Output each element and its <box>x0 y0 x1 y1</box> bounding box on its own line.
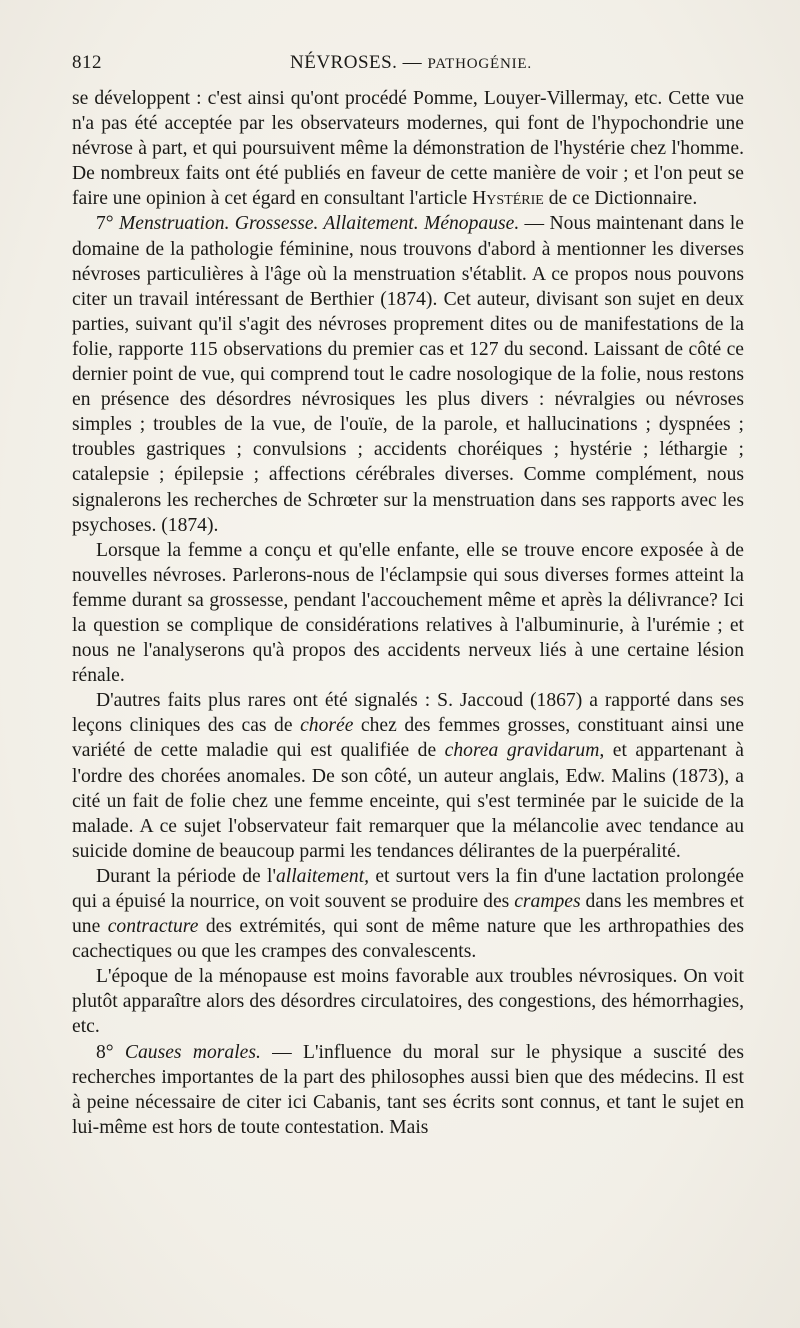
running-title-main: NÉVROSES. — <box>290 52 428 73</box>
text-run: se développent : c'est ainsi qu'ont procédé Pomme, Louyer-Villermay, etc. Cette vue n'a pas été acceptée par les observateurs modernes, qui font de l'hypochondrie une névrose à part, et qui poursuivent même la démonstration de l'hystérie chez l'homme. De nombreux faits ont été publiés en faveur de cette manière de voir ; et l'on peut se faire une opinion à cet égard en consultant l'article <box>72 88 744 210</box>
page-number: 812 <box>72 52 102 73</box>
paragraph-menopause <box>72 964 744 1039</box>
paragraph-menstruation <box>72 211 744 537</box>
italic-term: chorea gravidarum, <box>444 740 605 762</box>
section-number: 8° <box>96 1041 125 1063</box>
text-run: des extrémités, qui sont de même nature que les arthropathies des cachectiques ou que les crampes des convalescents. <box>72 916 744 963</box>
paragraph-allaitement <box>72 864 744 964</box>
italic-term: allaitement, <box>275 865 370 887</box>
running-title-sub: PATHOGÉNIE. <box>427 56 532 72</box>
text-run: et appartenant à l'ordre des chorées anomales. De son côté, un auteur anglais, Edw. Malins (1873), a cité un fait de folie chez une femme enceinte, qui s'est terminée par le suicide de la malade. A ce sujet l'observateur fait remarquer que la mélancolie avec tendance au suicide domine de beaucoup parmi les tendances délirantes de la puerpéralité. <box>72 740 744 862</box>
running-header <box>72 52 744 82</box>
text-run: L'époque de la ménopause est moins favorable aux troubles névrosiques. On voit plutôt apparaître alors des désordres circulatoires, des congestions, des hémorrhagies, etc. <box>72 966 744 1038</box>
text-run: dans les membres et une <box>72 891 744 938</box>
section-heading: Causes morales. <box>124 1041 261 1063</box>
section-number: 7° <box>96 213 119 235</box>
text-run: — L'influence du moral sur le physique a suscité des recherches importantes de la part des philosophes aussi bien que des médecins. Il est à peine nécessaire de citer ici Cabanis, tant ses écrits sont connus, et tant le sujet en lui-même est hors de toute contestation. Mais <box>72 1041 744 1138</box>
italic-term: contracture <box>107 916 199 938</box>
text-run: Lorsque la femme a conçu et qu'elle enfante, elle se trouve encore exposée à de nouvelles névroses. Parlerons-nous de l'éclampsie qui sous diverses formes atteint la femme durant sa grossesse, pendant l'accouchement même et après la délivrance? Ici la question se complique de considérations relatives à l'albuminurie, à l'urémie ; et nous ne l'analyserons qu'à propos des accidents nerveux liés à une certaine lésion rénale. <box>72 539 744 687</box>
text-run: Durant la période de l' <box>96 865 276 887</box>
body-text <box>72 86 744 1140</box>
text-run: de ce Dictionnaire. <box>543 188 698 210</box>
section-heading: Menstruation. Grossesse. Allaitement. Ménopause. <box>118 213 520 235</box>
paragraph-causes-morales <box>72 1040 744 1140</box>
italic-term: crampes <box>514 891 581 912</box>
italic-term: chorée <box>300 715 354 737</box>
paragraph-choree <box>72 688 744 864</box>
text-run: et surtout vers la fin d'une lactation prolongée qui a épuisé la nourrice, on voit souvent se produire des <box>72 865 744 912</box>
text-run: D'autres faits plus rares ont été signalés : S. Jaccoud (1867) a rapporté dans ses leçons cliniques des cas de <box>72 690 744 737</box>
cross-reference-hysterie: Hystérie <box>472 188 544 210</box>
text-run: chez des femmes grosses, constituant ainsi une variété de cette maladie qui est qualifiée de <box>72 715 744 762</box>
paragraph-grossesse <box>72 538 744 689</box>
paragraph-continuation <box>72 86 744 211</box>
text-run: — Nous maintenant dans le domaine de la pathologie féminine, nous trouvons d'abord à mentionner les diverses névroses particulières à l'âge où la menstruation s'établit. A ce propos nous pouvons citer un travail intéressant de Berthier (1874). Cet auteur, divisant son sujet en deux parties, suivant qu'il s'agit des névroses proprement dites ou de manifestations de la folie, rapporte 115 observations du premier cas et 127 du second. Laissant de côté ce dernier point de vue, qui comprend tout le cadre nosologique de la folie, nous restons en présence des désordres névrosiques les plus divers : névralgies ou névroses simples ; troubles de la vue, de l'ouïe, de la parole, et hallucinations ; dyspnées ; troubles gastriques ; convulsions ; accidents choréiques ; hystérie ; léthargie ; catalepsie ; épilepsie ; affections cérébrales diverses. Comme complément, nous signalerons les recherches de Schrœter sur la menstruation dans ses rapports avec les psychoses. (1874). <box>72 213 744 536</box>
running-title <box>290 52 532 74</box>
